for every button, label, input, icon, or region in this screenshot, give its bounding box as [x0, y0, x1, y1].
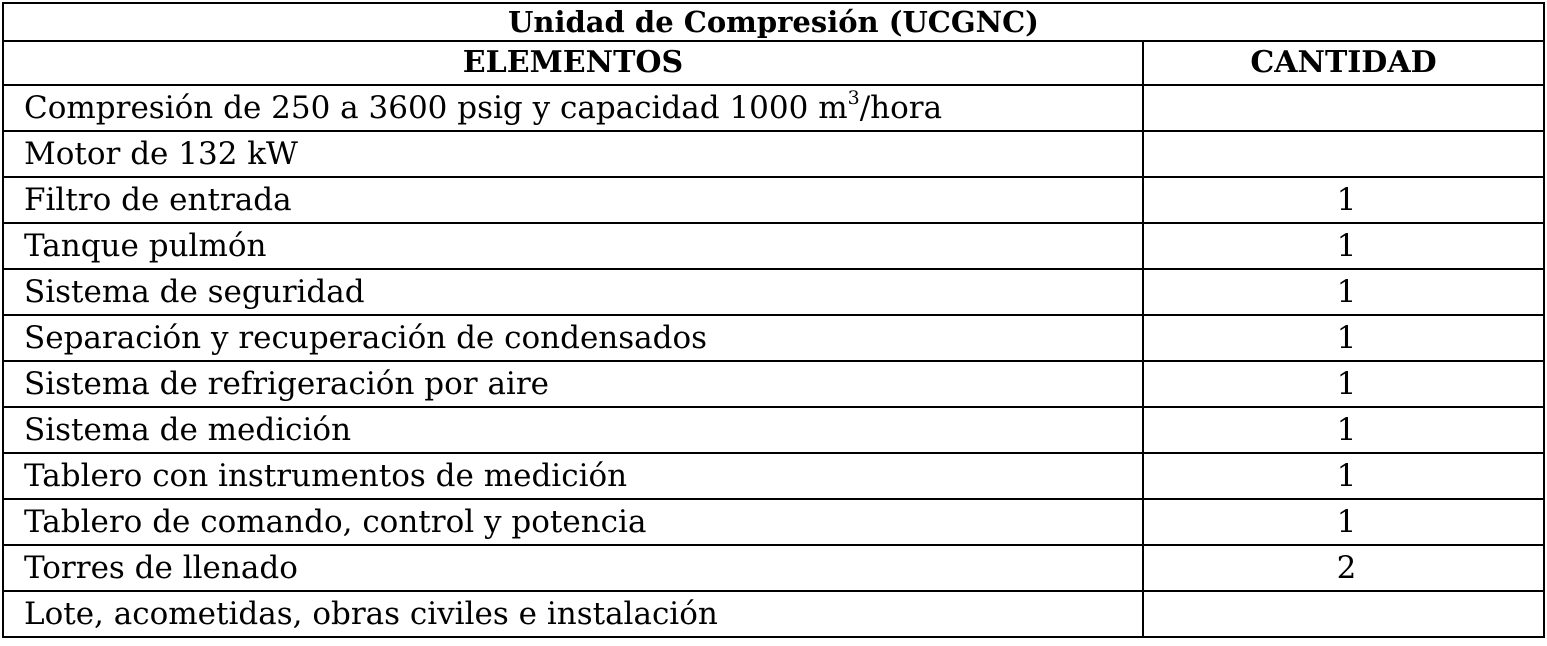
table-row: [3, 453, 1544, 499]
table-row: [3, 545, 1544, 591]
element-unit-suffix: /hora: [859, 90, 943, 126]
quantity-column-header: CANTIDAD: [1143, 41, 1544, 85]
element-cell: Torres de llenado: [3, 545, 1143, 591]
table-row: [3, 131, 1544, 177]
quantity-cell: 1: [1143, 499, 1544, 545]
table-row: [3, 269, 1544, 315]
unit-superscript: 3: [847, 86, 860, 109]
table-row: [3, 223, 1544, 269]
quantity-cell: [1143, 131, 1544, 177]
table-header-row: [3, 41, 1544, 85]
element-cell: Tablero de comando, control y potencia: [3, 499, 1143, 545]
quantity-cell: 2: [1143, 545, 1544, 591]
quantity-cell: 1: [1143, 361, 1544, 407]
element-cell: Sistema de medición: [3, 407, 1143, 453]
quantity-cell: 1: [1143, 453, 1544, 499]
element-cell: Separación y recuperación de condensados: [3, 315, 1143, 361]
table-row: [3, 591, 1544, 637]
quantity-cell: 1: [1143, 177, 1544, 223]
quantity-cell: [1143, 591, 1544, 637]
table-row: [3, 85, 1544, 131]
elements-column-header: ELEMENTOS: [3, 41, 1143, 85]
quantity-cell: 1: [1143, 269, 1544, 315]
element-cell: Sistema de refrigeración por aire: [3, 361, 1143, 407]
quantity-cell: 1: [1143, 315, 1544, 361]
quantity-cell: 1: [1143, 223, 1544, 269]
element-cell: Lote, acometidas, obras civiles e instalación: [3, 591, 1143, 637]
element-text: Compresión de 250 a 3600 psig y capacidad 1000 m: [24, 90, 848, 126]
compression-unit-table: [2, 2, 1545, 638]
element-cell: Tablero con instrumentos de medición: [3, 453, 1143, 499]
quantity-cell: 1: [1143, 407, 1544, 453]
table-row: [3, 315, 1544, 361]
table-row: [3, 499, 1544, 545]
quantity-cell: [1143, 85, 1544, 131]
element-cell: [3, 85, 1143, 131]
table-title-row: [3, 3, 1544, 41]
element-cell: Tanque pulmón: [3, 223, 1143, 269]
table-row: [3, 361, 1544, 407]
element-cell: Motor de 132 kW: [3, 131, 1143, 177]
element-cell: Filtro de entrada: [3, 177, 1143, 223]
table-title: Unidad de Compresión (UCGNC): [3, 3, 1544, 41]
table-row: [3, 407, 1544, 453]
element-cell: Sistema de seguridad: [3, 269, 1143, 315]
table-row: [3, 177, 1544, 223]
